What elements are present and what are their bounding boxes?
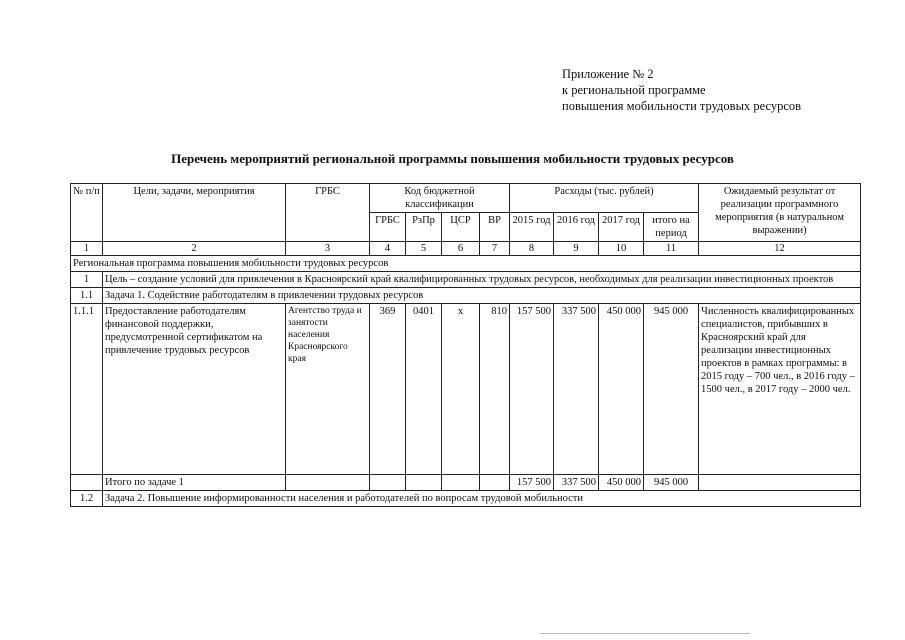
task1-total-row — [71, 475, 861, 491]
task1-num: 1.1 — [71, 288, 103, 304]
task1-total-empty — [406, 475, 442, 491]
col-number: 9 — [554, 242, 599, 256]
measure-2017: 450 000 — [599, 304, 644, 475]
header-expenses: Расходы (тыс. рублей) — [510, 184, 699, 213]
header-2017: 2017 год — [599, 213, 644, 242]
header-2016: 2016 год — [554, 213, 599, 242]
header-grbs: ГРБС — [286, 184, 370, 242]
header-budget-code: Код бюджетной классификации — [370, 184, 510, 213]
measure-total: 945 000 — [644, 304, 699, 475]
appendix-note — [562, 66, 801, 114]
measure-row — [71, 304, 861, 475]
col-number: 1 — [71, 242, 103, 256]
measure-vr: 810 — [480, 304, 510, 475]
header-rzpr: РзПр — [406, 213, 442, 242]
task1-total-empty — [370, 475, 406, 491]
task1-total-num — [71, 475, 103, 491]
measure-result: Численность квалифицированных специалистов, прибывших в Красноярский край для реализации инвестиционных проектов в рамках программы: в 2015 году – 700 чел., в 2016 году – 1500 чел., в 2017 году – 2000 чел. — [699, 304, 861, 475]
task1-total-2016: 337 500 — [554, 475, 599, 491]
col-number: 11 — [644, 242, 699, 256]
col-number: 6 — [442, 242, 480, 256]
header-grbs-sub: ГРБС — [370, 213, 406, 242]
appendix-line-3: повышения мобильности трудовых ресурсов — [562, 99, 802, 113]
task2-text: Задача 2. Повышение информированности населения и работодателей по вопросам трудовой мобильности — [103, 491, 861, 507]
task1-text: Задача 1. Содействие работодателям в привлечении трудовых ресурсов — [103, 288, 861, 304]
header-goals: Цели, задачи, мероприятия — [103, 184, 286, 242]
col-number: 8 — [510, 242, 554, 256]
col-number: 4 — [370, 242, 406, 256]
goal-num: 1 — [71, 272, 103, 288]
task1-total-empty — [286, 475, 370, 491]
col-number: 7 — [480, 242, 510, 256]
goal-row — [71, 272, 861, 288]
goal-text: Цель – создание условий для привлечения в Красноярский край квалифицированных трудовых ресурсов, необходимых для реализации инвестиционных проектов — [103, 272, 861, 288]
task2-num: 1.2 — [71, 491, 103, 507]
header-vr: ВР — [480, 213, 510, 242]
measures-table — [70, 183, 861, 507]
task1-total-label: Итого по задаче 1 — [103, 475, 286, 491]
measure-csr: х — [442, 304, 480, 475]
col-number: 3 — [286, 242, 370, 256]
header-num: № п/п — [71, 184, 103, 242]
task1-total-empty — [699, 475, 861, 491]
task1-total-empty — [442, 475, 480, 491]
header-result: Ожидаемый результат от реализации программного мероприятия (в натуральном выражении) — [699, 184, 861, 242]
program-row — [71, 256, 861, 272]
col-number: 10 — [599, 242, 644, 256]
task1-total-2017: 450 000 — [599, 475, 644, 491]
measure-grbs-name: Агентство труда и занятости населения Красноярского края — [286, 304, 370, 475]
col-number: 12 — [699, 242, 861, 256]
appendix-line-2: к региональной программе — [562, 83, 706, 97]
appendix-line-1: Приложение № 2 — [562, 67, 654, 81]
column-number-row — [71, 242, 861, 256]
measure-rzpr: 0401 — [406, 304, 442, 475]
document-title: Перечень мероприятий региональной программы повышения мобильности трудовых ресурсов — [171, 151, 734, 166]
measure-text: Предоставление работодателям финансовой поддержки, предусмотренной сертификатом на привлечение трудовых ресурсов — [103, 304, 286, 475]
task1-row — [71, 288, 861, 304]
header-csr: ЦСР — [442, 213, 480, 242]
page-edge-line — [540, 633, 750, 634]
measure-2016: 337 500 — [554, 304, 599, 475]
task1-total-sum: 945 000 — [644, 475, 699, 491]
header-total: итого на период — [644, 213, 699, 242]
col-number: 2 — [103, 242, 286, 256]
task1-total-empty — [480, 475, 510, 491]
col-number: 5 — [406, 242, 442, 256]
header-row-1 — [71, 184, 861, 213]
header-2015: 2015 год — [510, 213, 554, 242]
task2-row — [71, 491, 861, 507]
measure-2015: 157 500 — [510, 304, 554, 475]
task1-total-2015: 157 500 — [510, 475, 554, 491]
measure-grbs-code: 369 — [370, 304, 406, 475]
program-title: Региональная программа повышения мобильности трудовых ресурсов — [71, 256, 861, 272]
measure-num: 1.1.1 — [71, 304, 103, 475]
